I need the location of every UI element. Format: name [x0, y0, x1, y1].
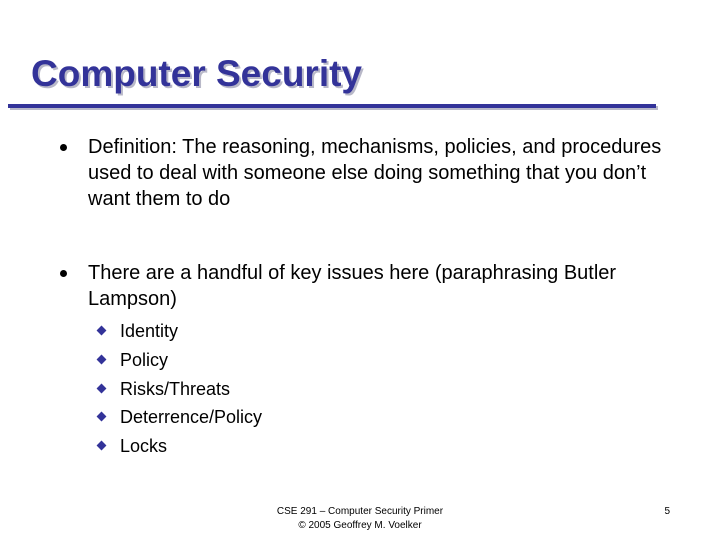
- slide-footer: [240, 505, 480, 533]
- sub-bullet-text: Deterrence/Policy: [120, 407, 263, 427]
- diamond-bullet-icon: [97, 412, 107, 422]
- sub-bullet-item: [0, 432, 720, 461]
- footer-course-line: CSE 291 – Computer Security Primer: [276, 506, 444, 517]
- sub-bullet-item: [0, 317, 720, 346]
- sub-bullet-text: Risks/Threats: [120, 379, 231, 399]
- diamond-bullet-icon: [97, 326, 107, 336]
- slide-title: Computer Security: [31, 53, 363, 94]
- bullet-text: Definition: The reasoning, mechanisms, policies, and procedures used to deal with someone else doing something that you don’t want them to do: [88, 136, 662, 210]
- bullet-dot-icon: [60, 144, 67, 151]
- diamond-bullet-icon: [97, 384, 107, 394]
- bullet-dot-icon: [60, 270, 67, 277]
- sub-bullet-item: [0, 375, 720, 404]
- footer-copyright-line: © 2005 Geoffrey M. Voelker: [298, 520, 422, 531]
- diamond-bullet-icon: [97, 355, 107, 365]
- diamond-bullet-icon: [97, 441, 107, 451]
- sub-bullet-item: [0, 346, 720, 375]
- page-number: 5: [664, 506, 670, 517]
- sub-bullet-item: [0, 403, 720, 432]
- bullet-text: There are a handful of key issues here (paraphrasing Butler Lampson): [88, 262, 617, 310]
- sub-bullet-text: Policy: [120, 350, 169, 370]
- title-underline: [8, 104, 656, 108]
- sub-bullet-text: Locks: [120, 436, 168, 456]
- sub-bullet-text: Identity: [120, 321, 179, 341]
